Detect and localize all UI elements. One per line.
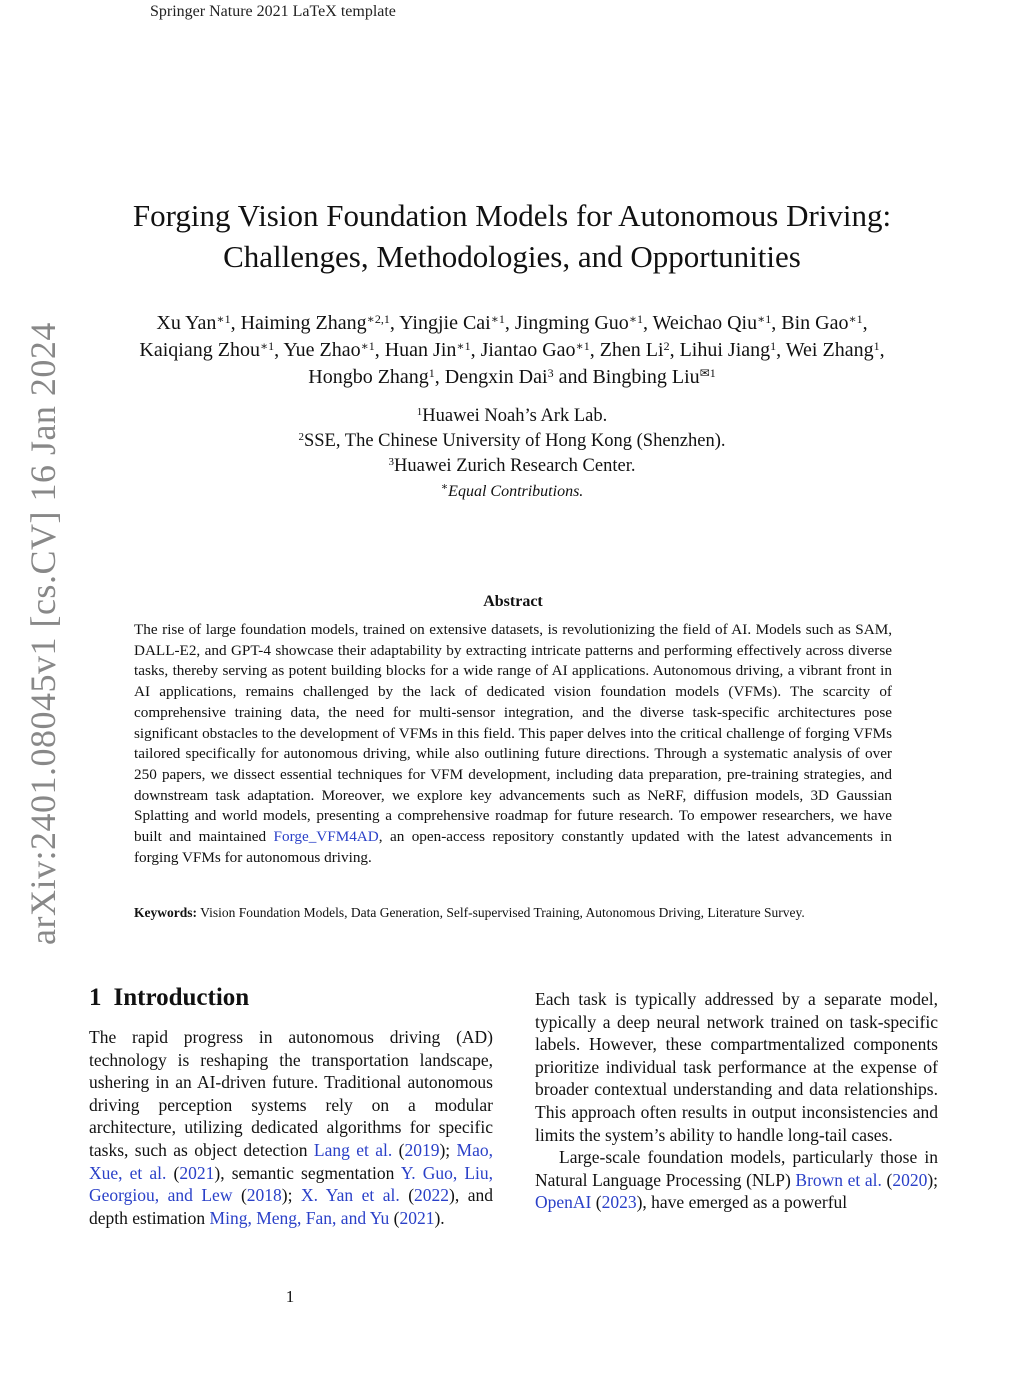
author-name: Xu Yan: [156, 312, 217, 334]
author-affiliation-mark: ✉1: [699, 366, 716, 380]
author-affiliation-mark: ∗1: [259, 339, 275, 353]
author-name: Bin Gao: [781, 312, 849, 334]
title-line-1: Forging Vision Foundation Models for Autonomous Driving:: [132, 198, 892, 233]
citation-link[interactable]: X. Yan et al.: [300, 1185, 400, 1206]
author: [781, 312, 862, 334]
author: [786, 339, 880, 361]
affiliations: [150, 404, 874, 504]
body-text: (: [399, 1185, 415, 1206]
body-text: (: [591, 1192, 602, 1213]
author: [241, 312, 390, 334]
citation-link[interactable]: 2018: [246, 1185, 282, 1206]
author: [399, 312, 505, 334]
citation-link[interactable]: Brown et al.: [795, 1169, 882, 1190]
author-name: Bingbing Liu: [592, 366, 700, 388]
intro-paragraph-1: [89, 1026, 493, 1229]
author-affiliation-mark: 1: [873, 339, 880, 353]
body-text: ), and depth estimation: [89, 1185, 493, 1228]
author: [156, 312, 230, 334]
author-affiliation-mark: ∗1: [456, 339, 471, 353]
running-head: Springer Nature 2021 LaTeX template: [150, 3, 396, 20]
author-affiliation-mark: ∗2,1: [366, 312, 390, 326]
author: [283, 339, 374, 361]
intro-paragraph-3: [535, 1146, 938, 1214]
author-affiliation-mark: ∗1: [575, 339, 590, 353]
body-text: (: [232, 1185, 247, 1206]
author-name: Hongbo Zhang: [308, 366, 429, 388]
section-title: Introduction: [113, 984, 250, 1011]
body-text: The rapid progress in autonomous driving (AD) technology is reshaping the transportation landscape, ushering in an AI-driven future. Traditional autonomous driving perception systems rely on a modular architecture, utilizing dedicated algorithms for specific tasks, such as object detection: [89, 1027, 493, 1160]
paper-title: [100, 195, 924, 277]
author-name: Zhen Li: [599, 339, 664, 361]
author-list: Xu Yan$^{∗1}$, Haiming Zhang$^{∗2,1}$, Yingjie Cai$^{∗1}$, Jingming Guo$^{∗1}$, Weichao Qiu$^{∗1}$, Bin Gao$^{∗1}$, Kaiqiang Zhou$^{∗1}$, Yue Zhao$^{∗1}$, Huan Jin$^{∗1}$, Jiantao Gao$^{∗1}$, Zhen Li$^2$, Lihui Jiang$^1$, Wei Zhang$^1$, Hongbo Zhang$^1$, Dengxin Dai$^3$ and Bingbing Liu$^{✉1}$: [139, 312, 885, 388]
body-text: ), semantic segmentation: [214, 1162, 401, 1183]
equal-contributions: ∗Equal Contributions.: [440, 481, 584, 500]
left-column: [89, 982, 493, 1229]
citation-link[interactable]: 2021: [399, 1207, 435, 1228]
author-affiliation-mark: ∗1: [490, 312, 505, 326]
author-name: Lihui Jiang: [679, 339, 771, 361]
body-text: (: [392, 1139, 405, 1160]
author-name: Jiantao Gao: [480, 339, 576, 361]
author-name: Jingming Guo: [514, 312, 629, 334]
citation-link[interactable]: 2019: [404, 1139, 440, 1160]
body-text: ), have emerged as a powerful: [636, 1192, 848, 1213]
author-affiliation-mark: ∗1: [848, 312, 863, 326]
body-text: (: [389, 1207, 400, 1228]
author-name: Kaiqiang Zhou: [139, 339, 260, 361]
section-heading: [89, 982, 493, 1014]
author-affiliation-mark: ∗1: [757, 312, 772, 326]
author: [139, 339, 274, 361]
author-affiliation-mark: ∗1: [216, 312, 231, 326]
arxiv-stamp: arXiv:2401.08045v1 [cs.CV] 16 Jan 2024: [23, 322, 63, 945]
intro-paragraph-2: Each task is typically addressed by a separate model, typically a deep neural network trained on task-specific labels. However, these compartmentalized components prioritize individual task performance at the expense of broader contextual understanding and data relationships. This approach often results in output inconsistencies and limits the system’s ability to handle long-tail cases.: [535, 989, 938, 1145]
author: [653, 312, 772, 334]
body-text: Large-scale foundation models, particularly those in Natural Language Processing (NLP): [535, 1147, 938, 1190]
author: [385, 339, 471, 361]
author-affiliation-mark: 1: [770, 339, 777, 353]
author-name: Yue Zhao: [283, 339, 361, 361]
body-text: );: [927, 1169, 939, 1190]
author-name: Yingjie Cai: [399, 312, 491, 334]
citation-link[interactable]: Lang et al.: [313, 1139, 393, 1160]
author-name: Weichao Qiu: [652, 312, 758, 334]
citation-link[interactable]: 2020: [892, 1169, 928, 1190]
body-text: (: [881, 1169, 893, 1190]
author-affiliation-mark: ∗1: [360, 339, 375, 353]
citation-link[interactable]: 2022: [414, 1185, 450, 1206]
affiliation-3: $^3$Huawei Zurich Research Center.: [388, 456, 636, 476]
author: [515, 312, 643, 334]
page-number: 1: [285, 1287, 295, 1306]
repo-link[interactable]: Forge_VFM4AD: [273, 828, 379, 846]
citation-link[interactable]: 2023: [601, 1192, 637, 1213]
body-text: );: [281, 1185, 301, 1206]
abstract-body: The rise of large foundation models, trained on extensive datasets, is revolutionizing the field of AI. Models such as SAM, DALL-E2, and GPT-4 showcase their adaptability by extracting intricate patterns and performing effectively across diverse tasks, thereby serving as potent building blocks for a wide range of AI applications. Autonomous driving, a vibrant front in AI applications, remains challenged by the lack of dedicated vision foundation models (VFMs). The scarcity of comprehensive training data, the need for multi-sensor integration, and the diverse task-specific architectures pose significant obstacles to the development of VFMs in this field. This paper delves into the critical challenge of forging VFMs tailored specifically for autonomous driving, while also outlining future directions. Through a systematic analysis of over 250 papers, we dissect essential techniques for VFM development, including data preparation, pre-training strategies, and downstream task adaptation. Moreover, we explore key advancements such as NeRF, diffusion models, 3D Gaussian Splatting and world models, presenting a comprehensive roadmap for future research. To empower researchers, we have built and maintained Forge_VFM4AD, an open-access repository constantly updated with the latest advancements in forging VFMs for autonomous driving.: [134, 621, 892, 866]
author-affiliation-mark: 3: [547, 366, 554, 380]
author: [445, 366, 554, 388]
author: [308, 366, 435, 388]
citation-link[interactable]: OpenAI: [535, 1192, 592, 1213]
author: [600, 339, 670, 361]
author: [680, 339, 777, 361]
author-name: Dengxin Dai: [444, 366, 548, 388]
citation-link[interactable]: Mao, Xue, et al.: [89, 1139, 493, 1183]
right-column: [535, 988, 938, 1214]
body-text: );: [439, 1139, 457, 1160]
keywords: [134, 904, 892, 922]
author: [481, 339, 590, 361]
author-name: Haiming Zhang: [240, 312, 367, 334]
author-affiliation-mark: ∗1: [628, 312, 643, 326]
citation-link[interactable]: Y. Guo, Liu, Georgiou, and Lew: [89, 1162, 494, 1206]
body-text: ).: [434, 1207, 445, 1228]
author-name: Wei Zhang: [785, 339, 874, 361]
citation-link[interactable]: 2021: [179, 1162, 215, 1183]
author-affiliation-mark: 2: [663, 339, 670, 353]
author: [592, 366, 715, 388]
body-text: (: [166, 1162, 180, 1183]
keywords-label: Keywords:: [134, 905, 197, 920]
affiliation-1: $^1$Huawei Noah’s Ark Lab.: [416, 406, 608, 426]
citation-link[interactable]: Ming, Meng, Fan, and Yu: [209, 1207, 390, 1228]
affiliation-2: $^2$SSE, The Chinese University of Hong Kong (Shenzhen).: [298, 431, 726, 451]
abstract-heading: Abstract: [483, 593, 543, 610]
title-line-2: Challenges, Methodologies, and Opportunities: [223, 239, 801, 274]
section-number: 1: [89, 984, 102, 1011]
author-affiliation-mark: 1: [428, 366, 435, 380]
keywords-text: Vision Foundation Models, Data Generation, Self-supervised Training, Autonomous Driving, Literature Survey.: [200, 905, 805, 920]
author-name: Huan Jin: [384, 339, 457, 361]
